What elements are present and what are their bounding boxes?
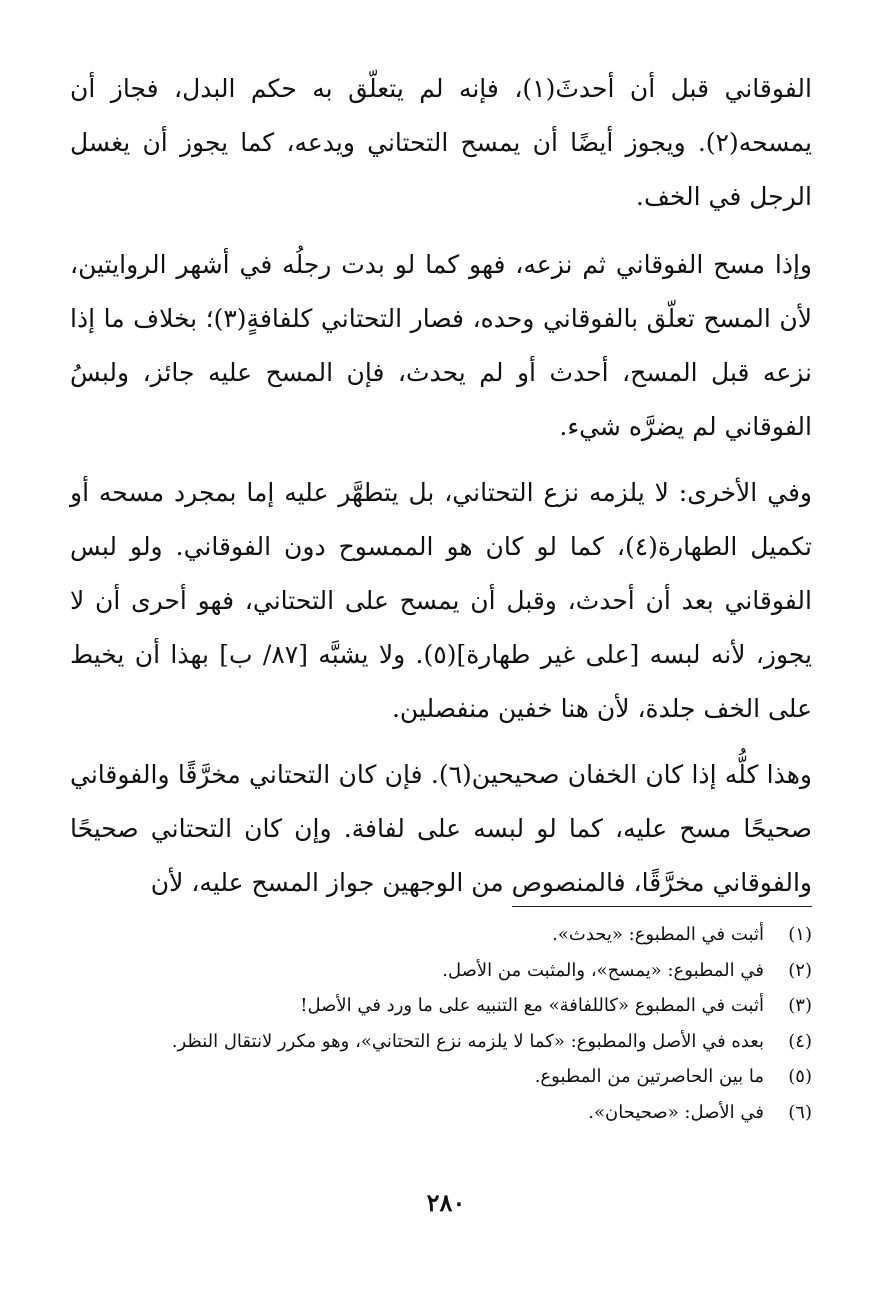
footnote-1	[70, 917, 812, 953]
page-number: ٢٨٠	[426, 1188, 466, 1217]
footnote-number: (٥)	[788, 1066, 812, 1087]
footnote-2	[70, 953, 812, 989]
footnote-4	[70, 1024, 812, 1060]
footnote-text: أثبت في المطبوع: «يحدث».	[552, 924, 764, 945]
footnote-text: أثبت في المطبوع «كاللفافة» مع التنبيه على ما ورد في الأصل!	[300, 995, 764, 1016]
paragraph-1: الفوقاني قبل أن أحدثَ(١)، فإنه لم يتعلّق به حكم البدل، فجاز أن يمسحه(٢). ويجوز أيضًا أن يمسح التحتاني ويدعه، كما يجوز أن يغسل الرجل في الخف.	[70, 74, 812, 211]
footnote-5	[70, 1059, 812, 1095]
paragraph-2: وإذا مسح الفوقاني ثم نزعه، فهو كما لو بدت رجلُه في أشهر الروايتين، لأن المسح تعلّق بالفوقاني وحده، فصار التحتاني كلفافةٍ(٣)؛ بخلاف ما إذا نزعه قبل المسح، أحدث أو لم يحدث، فإن المسح عليه جائز، ولبسُ الفوقاني لم يضرَّه شيء.	[70, 250, 812, 441]
footnote-text: في الأصل: «صحيحان».	[588, 1101, 764, 1123]
footnote-text: بعده في الأصل والمطبوع: «كما لا يلزمه نزع التحتاني»، وهو مكرر لانتقال النظر.	[171, 1030, 764, 1052]
footnote-number: (٤)	[788, 1030, 812, 1052]
footnote-3	[70, 988, 812, 1024]
footnote-text: في المطبوع: «يمسح»، والمثبت من الأصل.	[442, 959, 764, 981]
main-text	[70, 62, 812, 910]
footnote-number: (٢)	[788, 959, 812, 981]
paragraph-4: وهذا كلُّه إذا كان الخفان صحيحين(٦). فإن كان التحتاني مخرَّقًا والفوقاني صحيحًا مسح عليه، كما لو لبسه على لفافة. وإن كان التحتاني صحيحًا والفوقاني مخرَّقًا، فالمنصوص من الوجهين جواز المسح عليه، لأن	[70, 760, 812, 897]
footnote-number: (٦)	[788, 1101, 812, 1123]
footnote-6	[70, 1095, 812, 1131]
paragraph-3: وفي الأخرى: لا يلزمه نزع التحتاني، بل يتطهَّر عليه إما بمجرد مسحه أو تكميل الطهارة(٤)، كما لو كان هو الممسوح دون الفوقاني. ولو لبس الفوقاني بعد أن أحدث، وقبل أن يمسح على التحتاني، فهو أحرى أن لا يجوز، لأنه لبسه [على غير طهارة](٥). ولا يشبَّه [٨٧/ ب] بهذا أن يخيط على الخف جلدة، لأن هنا خفين منفصلين.	[70, 478, 812, 723]
page-body	[70, 62, 812, 922]
footnote-number: (٣)	[788, 995, 812, 1016]
footnote-divider	[512, 906, 812, 907]
footnotes-list	[70, 917, 812, 1130]
footnote-number: (١)	[788, 924, 812, 945]
footnote-text: ما بين الحاصرتين من المطبوع.	[534, 1066, 764, 1087]
